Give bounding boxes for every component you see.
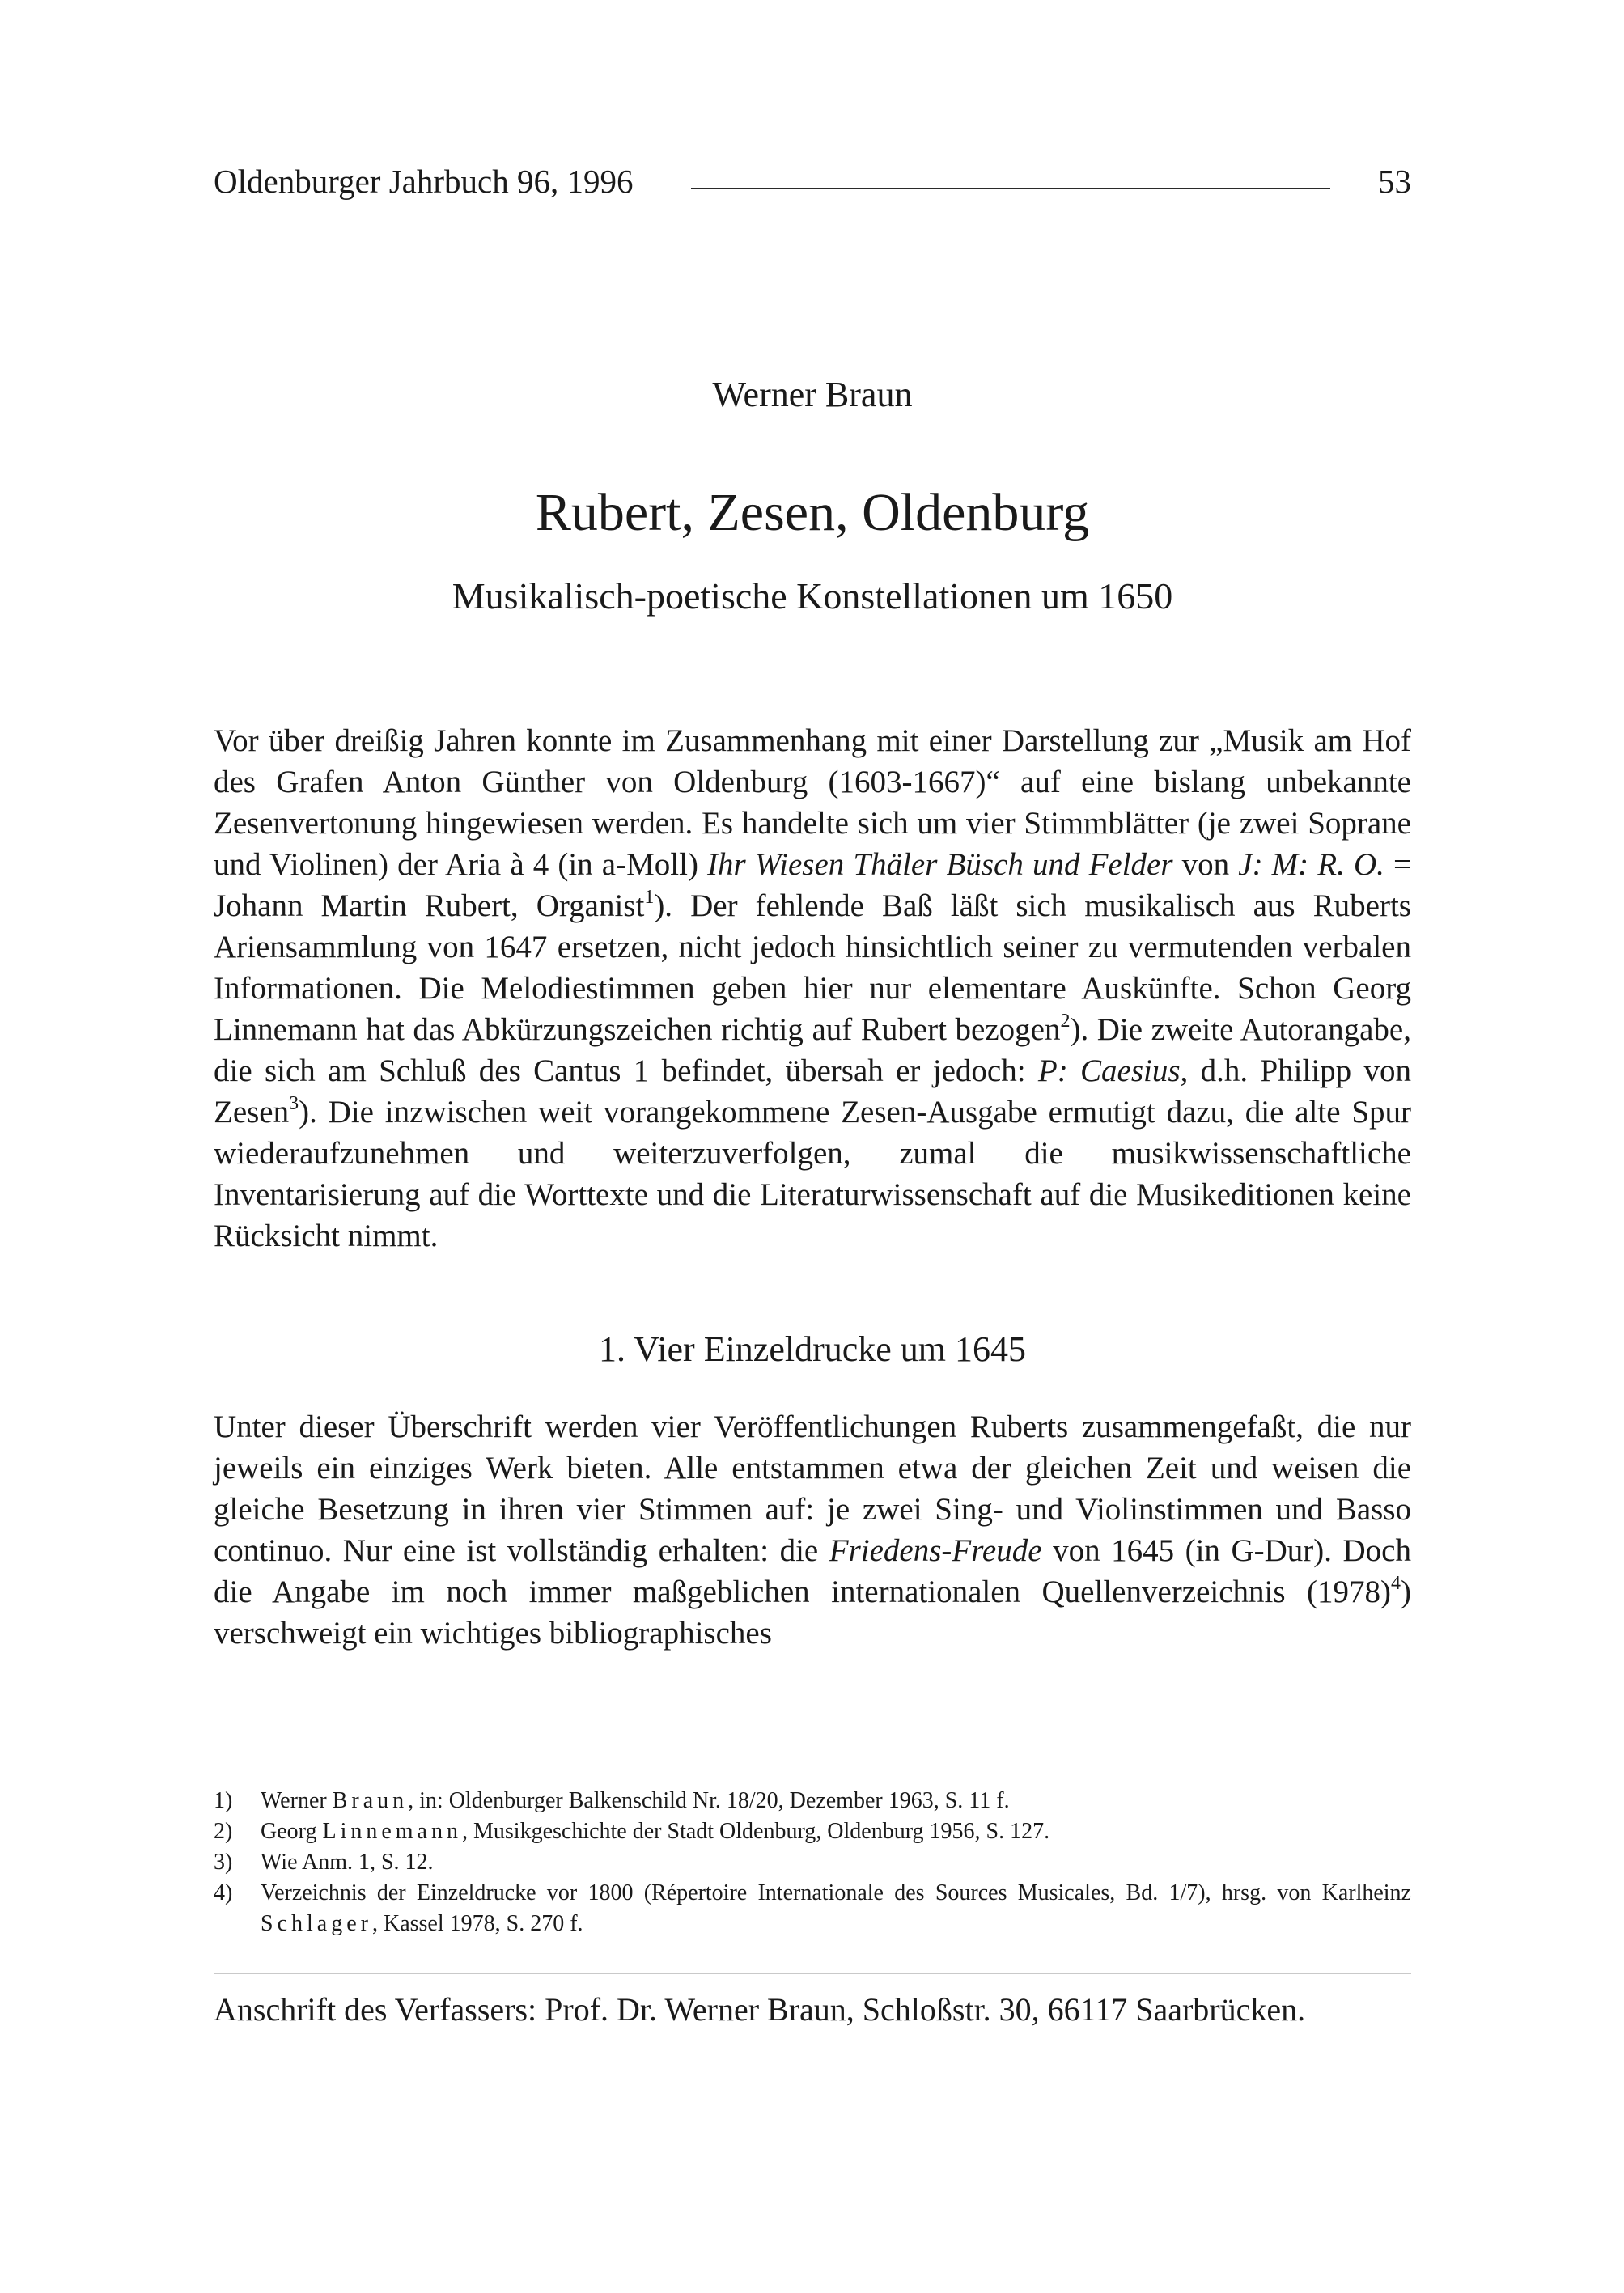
footnote-mark: 2) <box>214 1819 233 1844</box>
article-author: Werner Braun <box>712 375 913 414</box>
footnote-mark: 4) <box>214 1880 233 1905</box>
footnote-ref-3[interactable]: 3 <box>289 1093 299 1114</box>
footnotes <box>214 1786 1411 1939</box>
caesius-attribution: P: Caesius <box>1037 1053 1181 1088</box>
footnote <box>214 1847 1411 1878</box>
address-divider <box>214 1973 1411 1974</box>
article-title: Rubert, Zesen, Oldenburg <box>535 483 1090 542</box>
footnote <box>214 1878 1411 1939</box>
article-subtitle: Musikalisch-poetische Konstellationen um 1650 <box>452 575 1173 617</box>
footnote <box>214 1816 1411 1847</box>
footnote-mark: 3) <box>214 1850 233 1875</box>
friedens-freude-title: Friedens-Freude <box>829 1533 1042 1568</box>
footnote-text: Wie Anm. 1, S. 12. <box>261 1850 434 1875</box>
footnote-text: Georg Linnemann, Musikgeschichte der Stadt Oldenburg, Oldenburg 1956, S. 127. <box>261 1819 1050 1844</box>
footnote-text: Werner Braun, in: Oldenburger Balkenschild Nr. 18/20, Dezember 1963, S. 11 f. <box>261 1788 1010 1813</box>
composer-initials: J: M: R. O. <box>1238 847 1384 882</box>
section-paragraph: Unter dieser Überschrift werden vier Veröffentlichungen Ruberts zusammengefaßt, die nur jeweils ein einziges Werk bieten. Alle entstammen etwa der gleichen Zeit und weisen die gleiche Besetzung in ihren vier Stimmen auf: je zwei Sing- und Violinstimmen und Basso continuo. Nur eine ist vollständig erhalten: die Friedens-Freude von 1645 (in G-Dur). Doch die Angabe im noch immer maßgeblichen internationalen Quellenverzeichnis $(1978)^4$) verschweigt ein wichtiges bibliographisches <box>214 1409 1411 1651</box>
footnote-text: Verzeichnis der Einzeldrucke vor 1800 (Répertoire Internationale des Sources Musicales, Bd. 1/7), hrsg. von Karlheinz Schlager, Kassel 1978, S. 270 f. <box>261 1880 1411 1936</box>
header-rule <box>691 188 1330 189</box>
footnote-ref-1[interactable]: 1 <box>644 887 655 908</box>
spaced-name: Linnemann <box>322 1819 462 1844</box>
section-heading: 1. Vier Einzeldrucke um 1645 <box>598 1329 1027 1369</box>
intro-paragraph: Vor über dreißig Jahren konnte im Zusammenhang mit einer Darstellung zur „Musik am Hof des Grafen Anton Günther von Oldenburg (1603-1667)“ auf eine bislang unbekannte Zesenvertonung hingewiesen werden. Es handelte sich um vier Stimmblätter (je zwei Soprane und Violinen) der Aria à 4 (in a-Moll) Ihr Wiesen Thäler Büsch und Felder von J: M: R. O. = Johann Martin Rubert, Organist$^1$). Der fehlende Baß läßt sich musikalisch aus Ruberts Ariensammlung von 1647 ersetzen, nicht jedoch hinsichtlich seiner zu vermutenden verbalen Informationen. Die Melodiestimmen geben hier nur elementare Auskünfte. Schon Georg Linnemann hat das Abkürzungszeichen richtig auf Rubert bezogen$^2$). Die zweite Autorangabe, die sich am Schluß des Cantus 1 befindet, übersah er jedoch: P: Caesius, d.h. Philipp von Zesen$^3$). Die inzwischen weit vorangekommene Zesen-Ausgabe ermutigt dazu, die alte Spur wiederaufzunehmen und weiterzuverfolgen, zumal die musikwissenschaftliche Inventarisierung auf die Worttexte und die Literaturwissenschaft auf die Musikeditionen keine Rücksicht nimmt. <box>214 723 1411 1253</box>
footnote-mark: 1) <box>214 1788 233 1813</box>
author-address: Anschrift des Verfassers: Prof. Dr. Werner Braun, Schloßstr. 30, 66117 Saarbrücken. <box>214 1991 1306 2028</box>
footnote-ref-2[interactable]: 2 <box>1060 1011 1071 1032</box>
work-title: Ihr Wiesen Thäler Büsch und Felder <box>707 847 1173 882</box>
journal-title: Oldenburger Jahrbuch 96, 1996 <box>214 163 634 200</box>
footnote <box>214 1786 1411 1816</box>
footnote-ref-4[interactable]: 4 <box>1391 1573 1401 1594</box>
running-head <box>214 162 1411 210</box>
page-number: 53 <box>1378 163 1411 200</box>
spaced-name: Schlager <box>261 1911 372 1936</box>
spaced-name: Braun <box>332 1788 409 1813</box>
